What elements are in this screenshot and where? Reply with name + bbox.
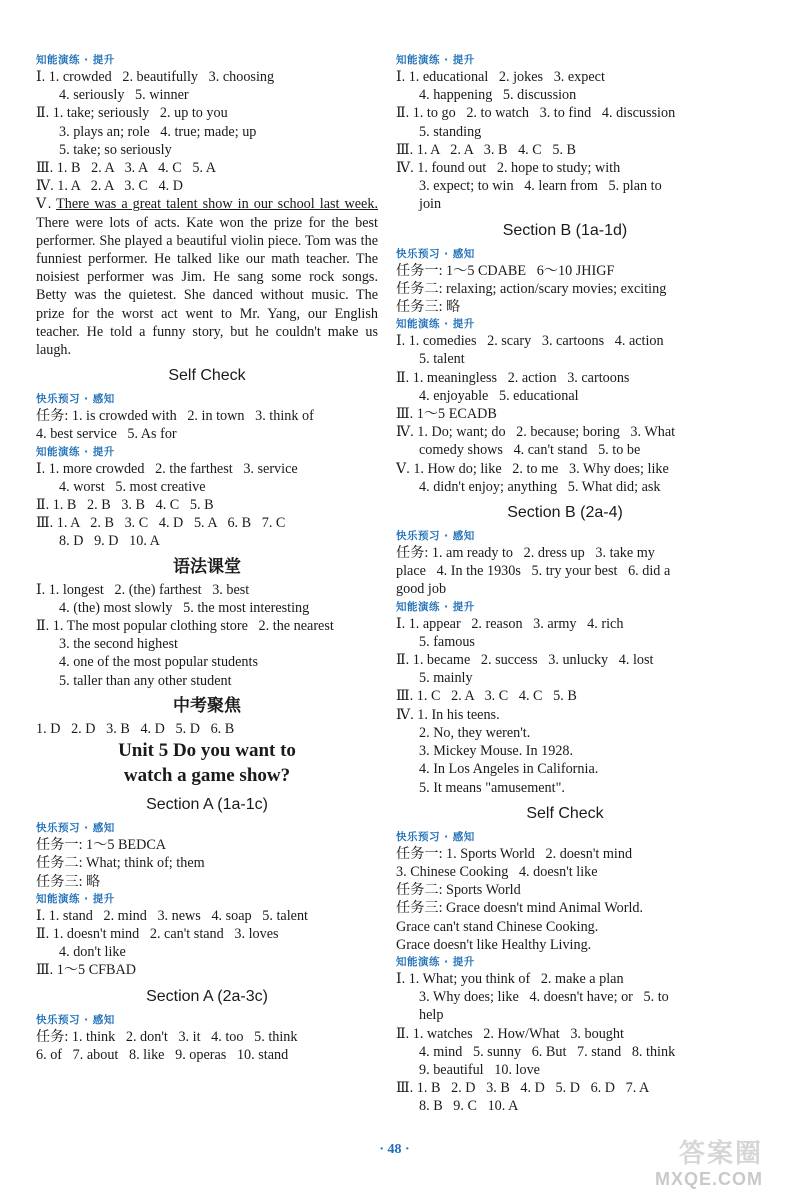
- answer-line-cont: Grace doesn't like Healthy Living.: [396, 936, 592, 953]
- watermark-logo: [621, 1136, 771, 1194]
- section-heading: Section A (2a-3c): [146, 987, 268, 1005]
- answer-line-indented: 5. mainly: [419, 670, 473, 687]
- answer-line: 任务: 1. think 2. don't 3. it 4. too 5. think: [36, 1028, 298, 1045]
- answer-line-indented: 5. famous: [419, 633, 475, 650]
- passage-underlined-sentence: There was a great talent show in our school last week.: [56, 196, 378, 213]
- answer-line-indented: 3. expect; to win 4. learn from 5. plan to: [419, 178, 662, 195]
- answer-line: Ⅳ. 1. A 2. A 3. C 4. D: [36, 178, 184, 195]
- answer-line: 任务二: What; think of; them: [36, 855, 205, 872]
- answer-line: Ⅰ. 1. more crowded 2. the farthest 3. service: [36, 460, 298, 477]
- answer-line: Ⅲ. 1～5 CFBAD: [36, 962, 137, 979]
- left-column: [36, 52, 378, 1064]
- answer-line: Ⅱ. 1. The most popular clothing store 2. the nearest: [36, 618, 334, 635]
- answer-line: 任务: 1. is crowded with 2. in town 3. think of: [36, 408, 314, 425]
- section-heading: Self Check: [168, 367, 246, 385]
- answer-line-indented: 8. D 9. D 10. A: [59, 533, 160, 550]
- answer-line-cont: Grace can't stand Chinese Cooking.: [396, 918, 599, 935]
- section-tag: 快乐预习 · 感知: [36, 822, 115, 835]
- answer-line: Ⅱ. 1. take; seriously 2. up to you: [36, 105, 228, 122]
- answer-line: 任务三: 略: [396, 299, 461, 316]
- answer-line: Ⅱ. 1. to go 2. to watch 3. to find 4. discussion: [396, 105, 676, 122]
- answer-line: 任务三: Grace doesn't mind Animal World.: [396, 900, 644, 917]
- section-tag: 知能演练 · 提升: [36, 54, 115, 66]
- answer-line-indented: 3. plays an; role 4. true; made; up: [59, 123, 257, 140]
- answer-line-indented: 8. B 9. C 10. A: [419, 1098, 519, 1115]
- section-heading: Section B (1a-1d): [502, 221, 628, 239]
- answer-line-indented: help: [419, 1007, 444, 1024]
- answer-line: Ⅰ. 1. crowded 2. beautifully 3. choosing: [36, 69, 275, 85]
- answer-line-indented: 5. taller than any other student: [59, 672, 232, 689]
- answer-line: 任务: 1. am ready to 2. dress up 3. take my: [396, 545, 655, 562]
- page-number: · 48 ·: [379, 1142, 410, 1157]
- unit-title: watch a game show?: [123, 765, 291, 787]
- answer-line-indented: 5. talent: [419, 351, 465, 368]
- answer-line-indented: join: [419, 196, 442, 213]
- right-column: [396, 52, 734, 1116]
- answer-line-cont: 3. Chinese Cooking 4. doesn't like: [396, 863, 598, 880]
- section-tag: 快乐预习 · 感知: [396, 247, 475, 260]
- answer-line-indented: comedy shows 4. can't stand 5. to be: [419, 442, 641, 459]
- answer-line-indented: 3. the second highest: [59, 636, 178, 653]
- answer-line: Ⅲ. 1. B 2. A 3. A 4. C 5. A: [36, 160, 217, 177]
- answer-line-indented: 4. didn't enjoy; anything 5. What did; ask: [419, 478, 661, 495]
- watermark-url: MXQE.COM: [654, 1169, 763, 1189]
- answer-line: 任务三: 略: [36, 873, 101, 890]
- answer-line-indented: 4. enjoyable 5. educational: [419, 387, 579, 404]
- section-heading-cn: 语法课堂: [173, 556, 241, 577]
- answer-line: Ⅳ. 1. found out 2. hope to study; with: [396, 160, 621, 177]
- writing-passage: [36, 195, 378, 359]
- answer-line-indented: 9. beautiful 10. love: [419, 1061, 540, 1078]
- answer-line: Ⅳ. 1. In his teens.: [396, 706, 500, 723]
- answer-line: 任务二: relaxing; action/scary movies; exciting: [396, 280, 667, 297]
- section-tag: 知能演练 · 提升: [36, 445, 115, 458]
- answer-line: Ⅲ. 1. A 2. B 3. C 4. D 5. A 6. B 7. C: [36, 515, 286, 532]
- answer-line: Ⅲ. 1. B 2. D 3. B 4. D 5. D 6. D 7. A: [396, 1080, 650, 1097]
- section-heading: Self Check: [526, 804, 604, 822]
- answer-line: Ⅳ. 1. Do; want; do 2. because; boring 3. What: [396, 424, 676, 441]
- answer-line: Ⅰ. 1. longest 2. (the) farthest 3. best: [36, 581, 250, 598]
- answer-line-indented: 4. (the) most slowly 5. the most interesting: [59, 599, 310, 616]
- passage-number: Ⅴ.: [36, 196, 52, 213]
- section-tag: 知能演练 · 提升: [396, 600, 475, 613]
- answer-line: Ⅱ. 1. meaningless 2. action 3. cartoons: [396, 369, 630, 386]
- answer-line-cont: 4. best service 5. As for: [36, 426, 177, 443]
- answer-line: 1. D 2. D 3. B 4. D 5. D 6. B: [36, 720, 235, 737]
- unit-title: Unit 5 Do you want to: [118, 740, 296, 762]
- section-tag: 快乐预习 · 感知: [36, 1013, 115, 1026]
- answer-line-indented: 4. seriously 5. winner: [59, 87, 189, 104]
- answer-line: Ⅴ. 1. How do; like 2. to me 3. Why does; like: [396, 460, 669, 477]
- answer-line: 任务一: 1～5 BEDCA: [36, 837, 167, 854]
- answer-line-cont: good job: [396, 581, 447, 598]
- answer-line: 任务二: Sports World: [396, 882, 521, 899]
- answer-line-indented: 3. Why does; like 4. doesn't have; or 5. to: [419, 989, 669, 1006]
- answer-line-indented: 4. worst 5. most creative: [59, 478, 206, 495]
- passage-body: There were lots of acts. Kate won the prize for the best performer. She played a beautiful violin piece. Tom was the funniest performer. He talked like our math teacher. The noisiest performer was Jim. He sang some rock songs. Betty was the quietest. She danced without music. The prize for the worst act went to Mr. Yang, our English teacher. He told a funny story, but he couldn't make us laugh.: [36, 214, 378, 359]
- answer-line: Ⅰ. 1. comedies 2. scary 3. cartoons 4. action: [396, 333, 664, 350]
- section-heading-cn: 中考聚焦: [173, 695, 241, 716]
- section-tag: 快乐预习 · 感知: [396, 830, 475, 843]
- section-tag: 快乐预习 · 感知: [36, 393, 115, 406]
- answer-line: Ⅲ. 1. C 2. A 3. C 4. C 5. B: [396, 688, 577, 705]
- answer-line-indented: 3. Mickey Mouse. In 1928.: [419, 743, 574, 760]
- section-tag: 知能演练 · 提升: [36, 892, 115, 905]
- answer-line-indented: 2. No, they weren't.: [419, 724, 531, 741]
- section-tag: 知能演练 · 提升: [396, 955, 475, 968]
- answer-line-cont: 6. of 7. about 8. like 9. operas 10. stand: [36, 1046, 289, 1063]
- watermark-chinese: 答案圈: [678, 1139, 763, 1169]
- answer-line-indented: 4. don't like: [59, 944, 126, 961]
- answer-line-indented: 4. one of the most popular students: [59, 654, 258, 671]
- answer-line: Ⅰ. 1. appear 2. reason 3. army 4. rich: [396, 615, 624, 632]
- answer-line: 任务一: 1. Sports World 2. doesn't mind: [396, 845, 633, 862]
- answer-line-indented: 5. It means "amusement".: [419, 779, 565, 796]
- answer-line: Ⅱ. 1. B 2. B 3. B 4. C 5. B: [36, 497, 214, 514]
- answer-line-indented: 5. take; so seriously: [59, 141, 172, 158]
- answer-line-indented: 5. standing: [419, 123, 482, 140]
- answer-line-indented: 4. In Los Angeles in California.: [419, 761, 599, 778]
- answer-line-indented: 4. happening 5. discussion: [419, 87, 577, 104]
- answer-line-indented: 4. mind 5. sunny 6. But 7. stand 8. think: [419, 1043, 676, 1060]
- section-tag: 知能演练 · 提升: [396, 318, 475, 331]
- answer-line: Ⅱ. 1. doesn't mind 2. can't stand 3. loves: [36, 925, 279, 942]
- answer-line: 任务一: 1～5 CDABE 6～10 JHIGF: [396, 262, 615, 279]
- answer-line: Ⅰ. 1. educational 2. jokes 3. expect: [396, 69, 605, 85]
- section-tag: 知能演练 · 提升: [396, 54, 475, 66]
- section-heading: Section A (1a-1c): [146, 796, 268, 814]
- answer-line: Ⅱ. 1. became 2. success 3. unlucky 4. lost: [396, 652, 654, 669]
- answer-line-cont: place 4. In the 1930s 5. try your best 6. did a: [396, 563, 671, 580]
- section-heading: Section B (2a-4): [507, 504, 623, 522]
- answer-line: Ⅲ. 1～5 ECADB: [396, 406, 497, 423]
- answer-line: Ⅲ. 1. A 2. A 3. B 4. C 5. B: [396, 141, 577, 158]
- answer-line: Ⅱ. 1. watches 2. How/What 3. bought: [396, 1025, 624, 1042]
- answer-line: Ⅰ. 1. What; you think of 2. make a plan: [396, 970, 624, 987]
- section-tag: 快乐预习 · 感知: [396, 530, 475, 543]
- answer-line: Ⅰ. 1. stand 2. mind 3. news 4. soap 5. talent: [36, 907, 308, 924]
